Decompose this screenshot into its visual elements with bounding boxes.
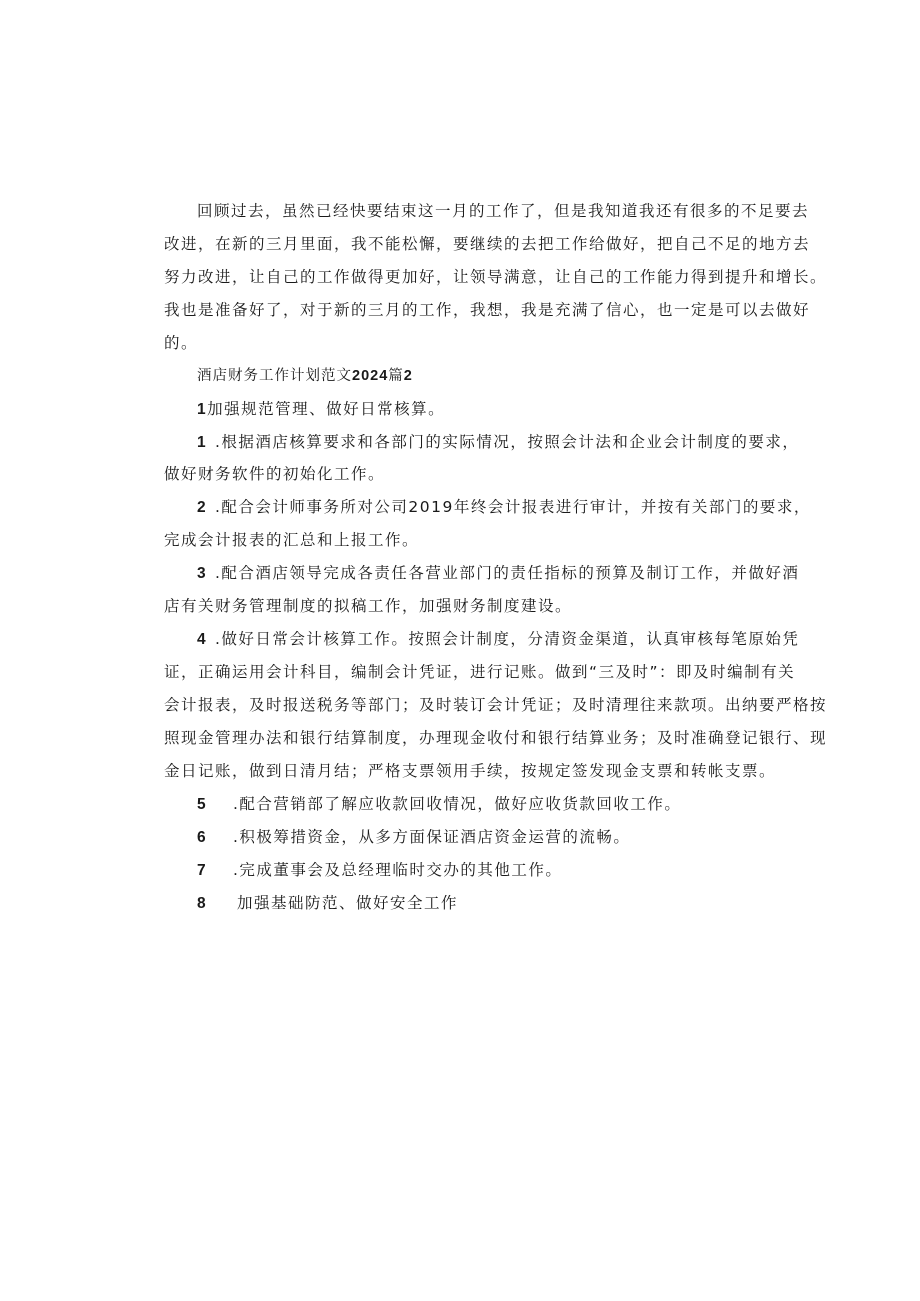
list-item bbox=[197, 561, 799, 586]
item-number: 6 bbox=[197, 829, 208, 846]
item-number: 3 bbox=[197, 565, 208, 582]
item-number: 4 bbox=[197, 631, 208, 648]
item-number: 5 bbox=[197, 796, 208, 813]
intro-line: 回顾过去，虽然已经快要结束这一月的工作了，但是我知道我还有很多的不足要去 bbox=[197, 202, 810, 220]
item-line: 完成会计报表的汇总和上报工作。 bbox=[164, 531, 420, 549]
section-title-suffix: 篇 bbox=[388, 368, 404, 384]
sub-heading bbox=[197, 397, 445, 422]
intro-line: 的。 bbox=[164, 334, 199, 352]
item-number: 7 bbox=[197, 862, 208, 879]
item-line: .积极筹措资金，从多方面保证酒店资金运营的流畅。 bbox=[233, 828, 631, 846]
item-line: .配合营销部了解应收款回收情况，做好应收货款回收工作。 bbox=[233, 795, 682, 813]
item-line: 会计报表，及时报送税务等部门；及时装订会计凭证；及时清理往来款项。出纳要严格按 bbox=[164, 696, 828, 714]
item-line: 做好财务软件的初始化工作。 bbox=[164, 465, 386, 483]
item-line: .完成董事会及总经理临时交办的其他工作。 bbox=[233, 861, 563, 879]
section-title bbox=[197, 364, 413, 388]
item-number: 8 bbox=[197, 895, 208, 912]
section-title-prefix: 酒店财务工作计划范文 bbox=[197, 368, 352, 384]
sub-heading-text: 加强规范管理、做好日常核算。 bbox=[207, 400, 446, 418]
item-line: .配合酒店领导完成各责任各营业部门的责任指标的预算及制订工作，并做好酒 bbox=[215, 564, 800, 582]
intro-line: 我也是准备好了，对于新的三月的工作，我想，我是充满了信心，也一定是可以去做好 bbox=[164, 301, 811, 319]
item-number: 1 bbox=[197, 434, 208, 451]
list-item bbox=[197, 891, 458, 916]
list-item bbox=[197, 627, 799, 652]
item-line: 金日记账，做到日清月结；严格支票领用手续，按规定签发现金支票和转帐支票。 bbox=[164, 762, 777, 780]
intro-line: 努力改进，让自己的工作做得更加好，让领导满意，让自己的工作能力得到提升和增长。 bbox=[164, 268, 828, 286]
item-line: .配合会计师事务所对公司2019年终会计报表进行审计，并按有关部门的要求， bbox=[215, 498, 811, 516]
item-line: 加强基础防范、做好安全工作 bbox=[237, 894, 459, 912]
item-number: 2 bbox=[197, 499, 208, 516]
list-item bbox=[197, 430, 799, 455]
list-item bbox=[197, 825, 630, 850]
section-title-year: 2024 bbox=[352, 368, 389, 384]
item-line: 照现金管理办法和银行结算制度，办理现金收付和银行结算业务；及时准确登记银行、现 bbox=[164, 729, 828, 747]
intro-line: 改进，在新的三月里面，我不能松懈，要继续的去把工作给做好，把自己不足的地方去 bbox=[164, 235, 811, 253]
item-line: .根据酒店核算要求和各部门的实际情况，按照会计法和企业会计制度的要求， bbox=[215, 433, 800, 451]
item-line: .做好日常会计核算工作。按照会计制度，分清资金渠道，认真审核每笔原始凭 bbox=[215, 630, 800, 648]
sub-heading-number: 1 bbox=[197, 401, 208, 418]
item-line: 证，正确运用会计科目，编制会计凭证，进行记账。做到“三及时”：即及时编制有关 bbox=[164, 663, 796, 681]
item-line: 店有关财务管理制度的拟稿工作，加强财务制度建设。 bbox=[164, 597, 573, 615]
list-item bbox=[197, 858, 562, 883]
list-item bbox=[197, 792, 681, 817]
list-item bbox=[197, 495, 811, 520]
section-title-number: 2 bbox=[403, 368, 413, 384]
